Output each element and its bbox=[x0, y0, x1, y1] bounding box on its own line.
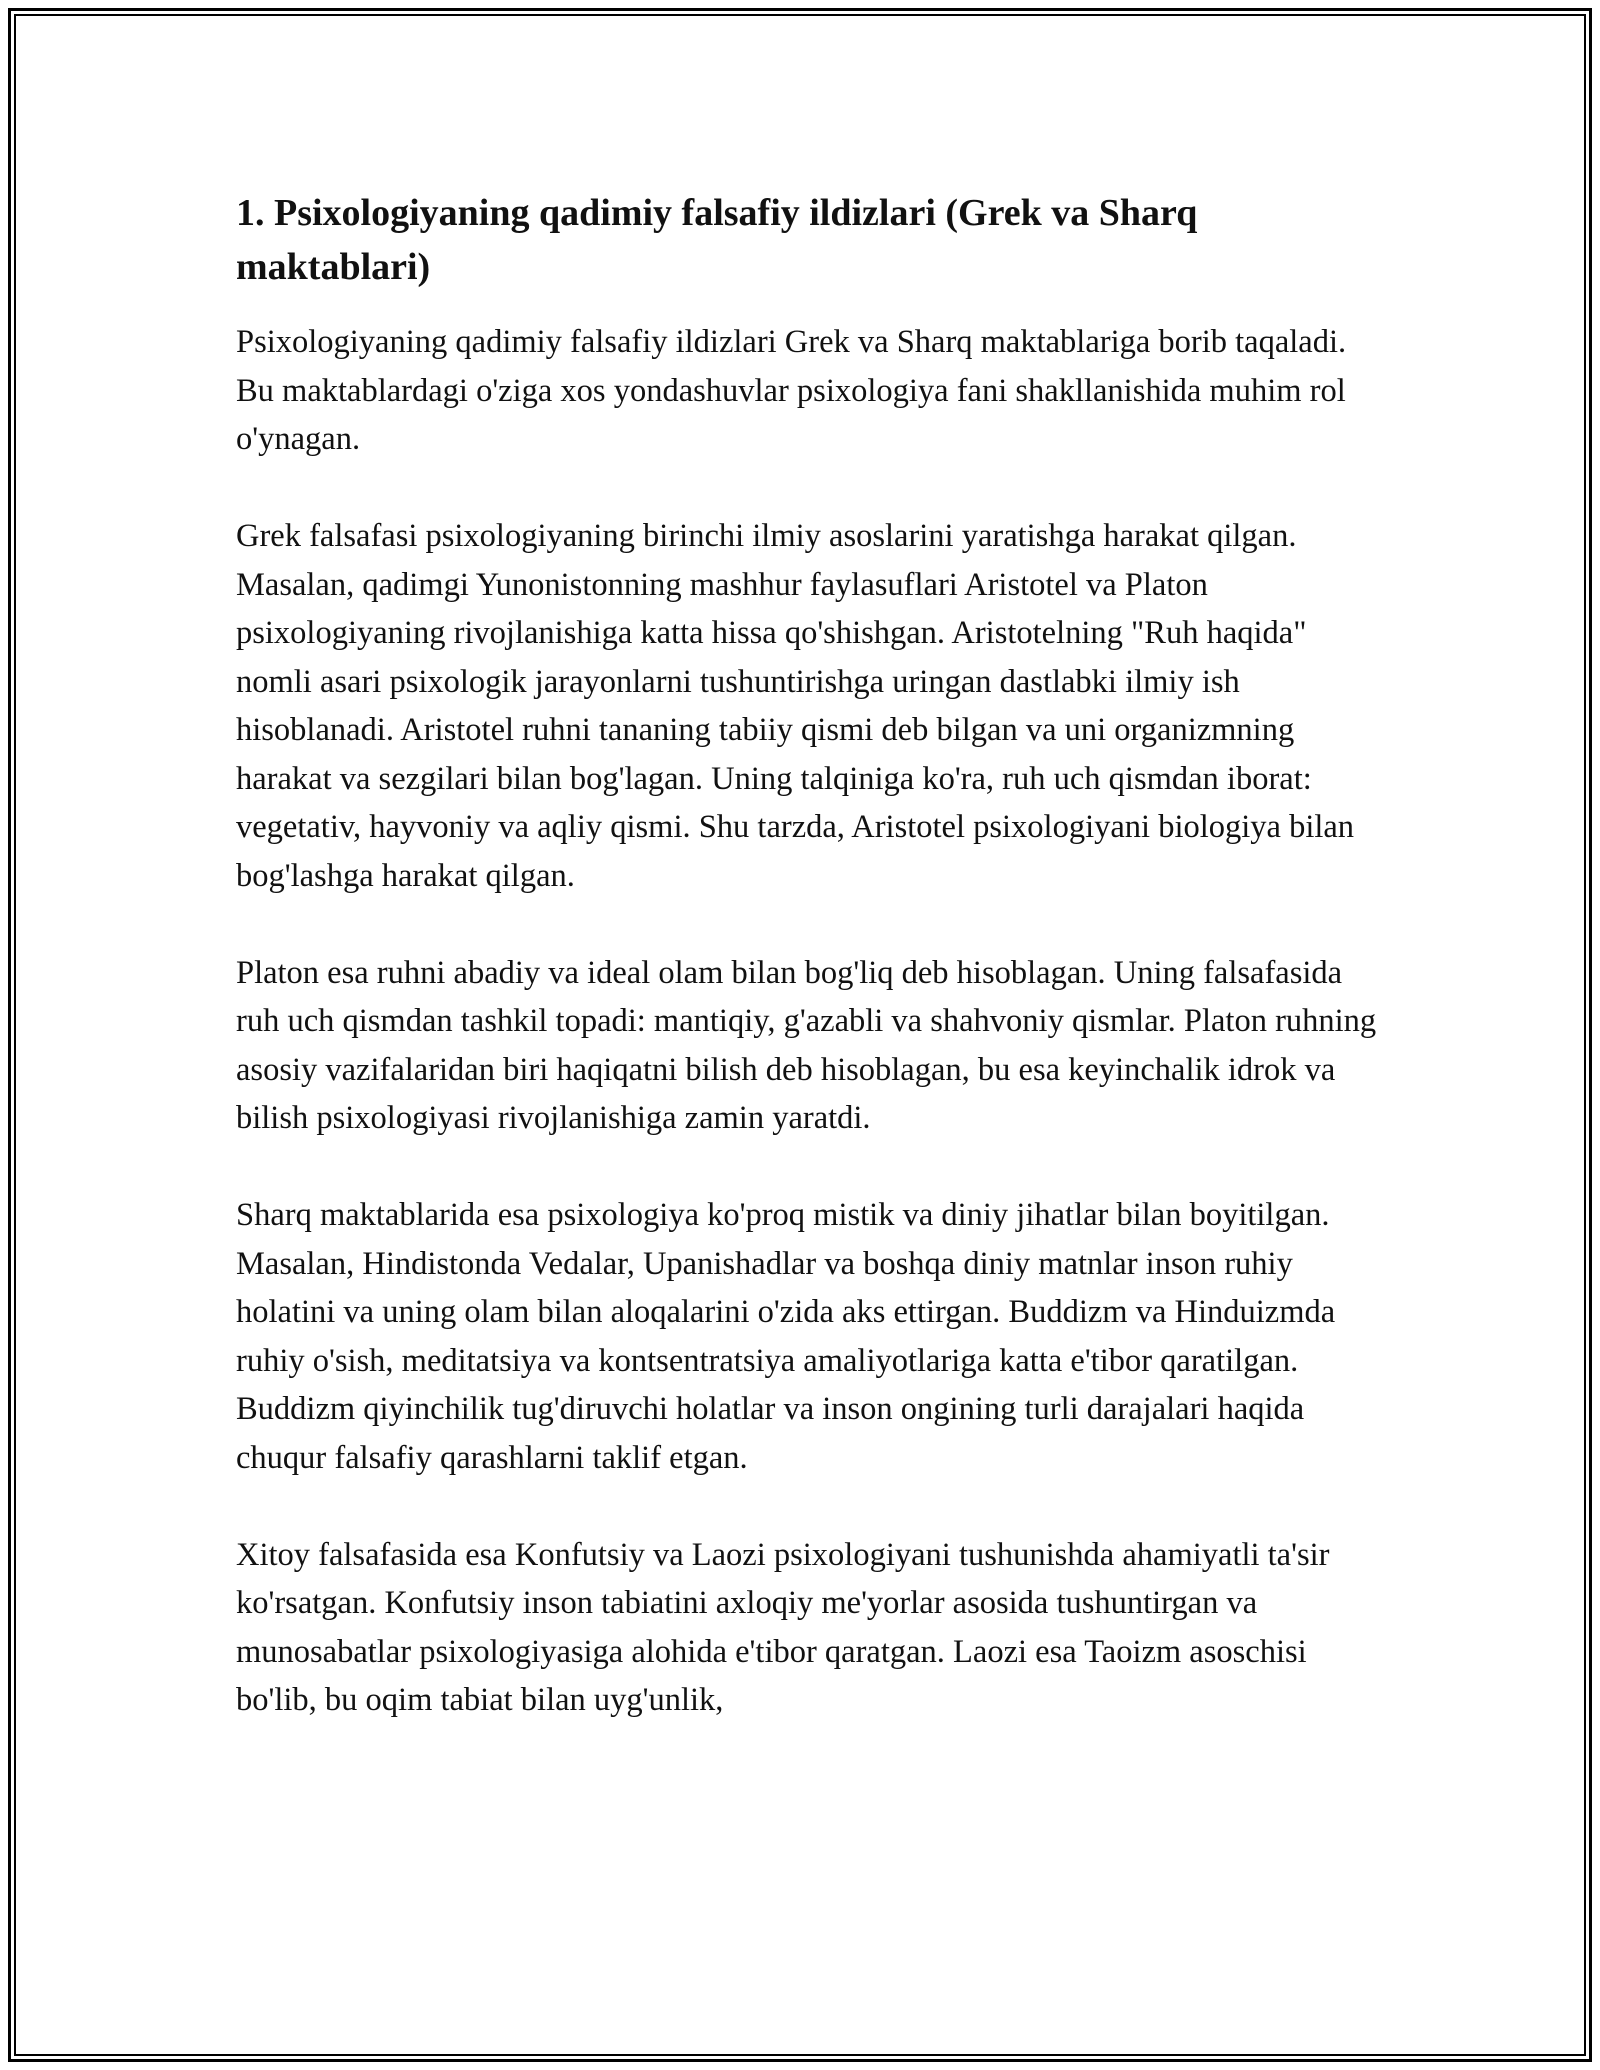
section-heading: 1. Psixologiyaning qadimiy falsafiy ildizlari (Grek va Sharq maktablari) bbox=[236, 192, 1198, 288]
paragraph-greek-philosophy: Grek falsafasi psixologiyaning birinchi ilmiy asoslarini yaratishga harakat qilgan. Masalan, qadimgi Yunonistonning mashhur faylasuflari Aristotel va Platon psixologiyaning rivojlanishiga katta hissa qo'shishgan. Aristotelning "Ruh haqida" nomli asari psixologik jarayonlarni tushuntirishga uringan dastlabki ilmiy ish hisoblanadi. Aristotel ruhni tananing tabiiy qismi deb bilgan va uni organizmning harakat va sezgilari bilan bog'lagan. Uning talqiniga ko'ra, ruh uch qismdan iborat: vegetativ, hayvoniy va aqliy qismi. Shu tarzda, Aristotel psixologiyani biologiya bilan bog'lashga harakat qilgan. bbox=[236, 518, 1355, 894]
paragraph-eastern-schools: Sharq maktablarida esa psixologiya ko'proq mistik va diniy jihatlar bilan boyitilgan. Masalan, Hindistonda Vedalar, Upanishadlar va boshqa diniy matnlar inson ruhiy holatini va uning olam bilan aloqalarini o'zida aks ettirgan. Buddizm va Hinduizmda ruhiy o'sish, meditatsiya va kontsentratsiya amaliyotlariga katta e'tibor qaratilgan. Buddizm qiyinchilik tug'diruvchi holatlar va inson ongining turli darajalari haqida chuqur falsafiy qarashlarni taklif etgan. bbox=[236, 1197, 1336, 1476]
paragraph-platon: Platon esa ruhni abadiy va ideal olam bilan bog'liq deb hisoblagan. Uning falsafasida ruh uch qismdan tashkil topadi: mantiqiy, g'azabli va shahvoniy qismlar. Platon ruhning asosiy vazifalaridan biri haqiqatni bilish deb hisoblagan, bu esa keyinchalik idrok va bilish psixologiyasi rivojlanishiga zamin yaratdi. bbox=[236, 954, 1377, 1136]
paragraph-chinese-philosophy: Xitoy falsafasida esa Konfutsiy va Laozi psixologiyani tushunishda ahamiyatli ta'sir ko'rsatgan. Konfutsiy inson tabiatini axloqiy me'yorlar asosida tushuntirgan va munosabatlar psixologiyasiga alohida e'tibor qaratgan. Laozi esa Taoizm asoschisi bo'lib, bu oqim tabiat bilan uyg'unlik, bbox=[236, 1536, 1330, 1718]
paragraph-intro: Psixologiyaning qadimiy falsafiy ildizlari Grek va Sharq maktablariga borib taqaladi. Bu maktablardagi o'ziga xos yondashuvlar psixologiya fani shakllanishida muhim rol o'ynagan. bbox=[236, 324, 1347, 457]
document-body bbox=[236, 186, 1386, 1773]
